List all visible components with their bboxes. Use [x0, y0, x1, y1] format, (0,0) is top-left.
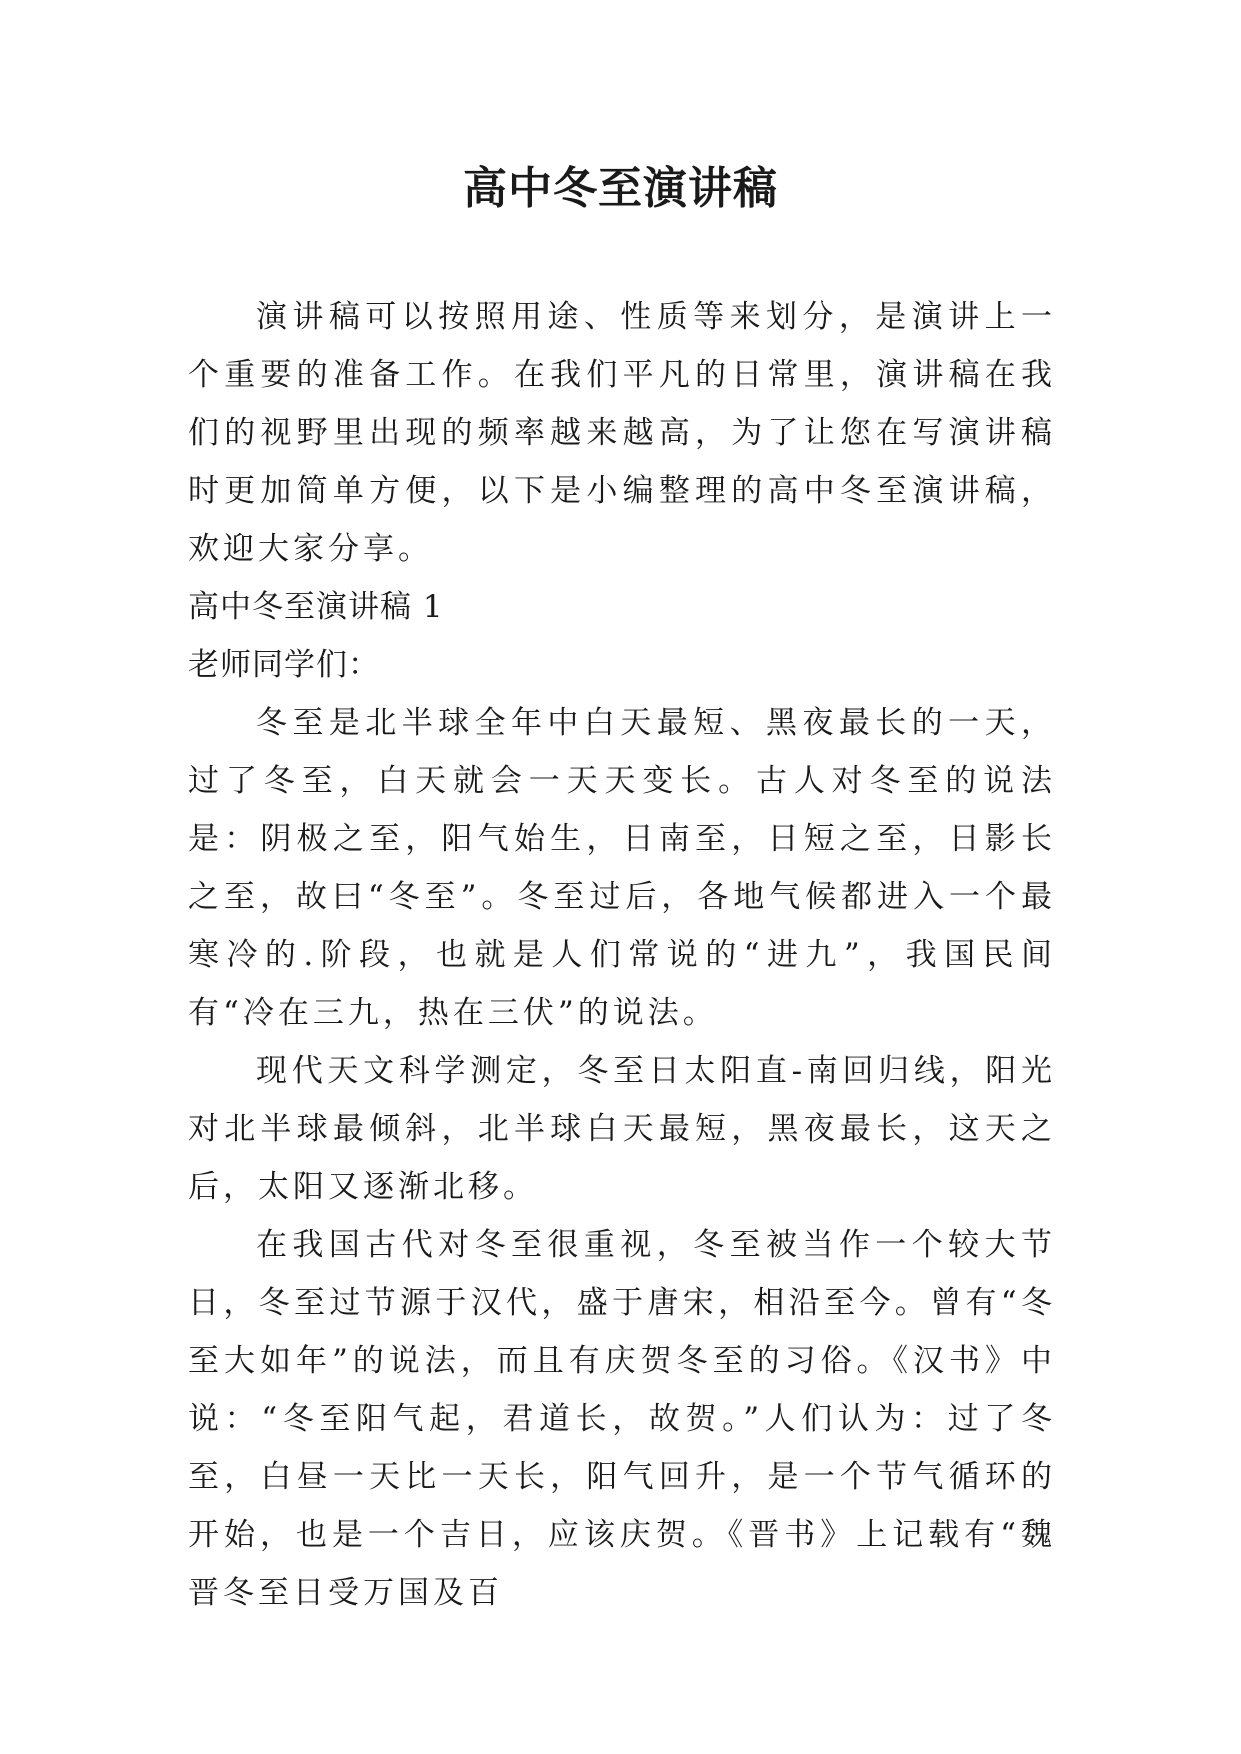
intro-paragraph: 演讲稿可以按照用途、性质等来划分，是演讲上一个重要的准备工作。在我们平凡的日常里，演讲稿在我们的视野里出现的频率越来越高，为了让您在写演讲稿时更加简单方便，以下是小编整理的高中冬至演讲稿，欢迎大家分享。: [188, 299, 1056, 567]
salutation: 老师同学们：: [188, 647, 380, 683]
speech-paragraph: 冬至是北半球全年中白天最短、黑夜最长的一天，过了冬至，白天就会一天天变长。古人对冬至的说法是：阴极之至，阳气始生，日南至，日短之至，日影长之至，故曰“冬至”。冬至过后，各地气候都进入一个最寒冷的.阶段，也就是人们常说的“进九”，我国民间有“冷在三九，热在三伏”的说法。: [188, 705, 1056, 1031]
document-title: 高中冬至演讲稿: [463, 163, 778, 214]
speech-paragraph: 现代天文科学测定，冬至日太阳直-南回归线，阳光对北半球最倾斜，北半球白天最短，黑夜最长，这天之后，太阳又逐渐北移。: [188, 1053, 1056, 1205]
speech-paragraph: 在我国古代对冬至很重视，冬至被当作一个较大节日，冬至过节源于汉代，盛于唐宋，相沿至今。曾有“冬至大如年”的说法，而且有庆贺冬至的习俗。《汉书》中说：“冬至阳气起，君道长，故贺。”人们认为：过了冬至，白昼一天比一天长，阳气回升，是一个节气循环的开始，也是一个吉日，应该庆贺。《晋书》上记载有“魏晋冬至日受万国及百: [188, 1227, 1056, 1611]
speech-body: [188, 694, 1056, 1622]
section-heading: 高中冬至演讲稿 1: [188, 589, 444, 625]
